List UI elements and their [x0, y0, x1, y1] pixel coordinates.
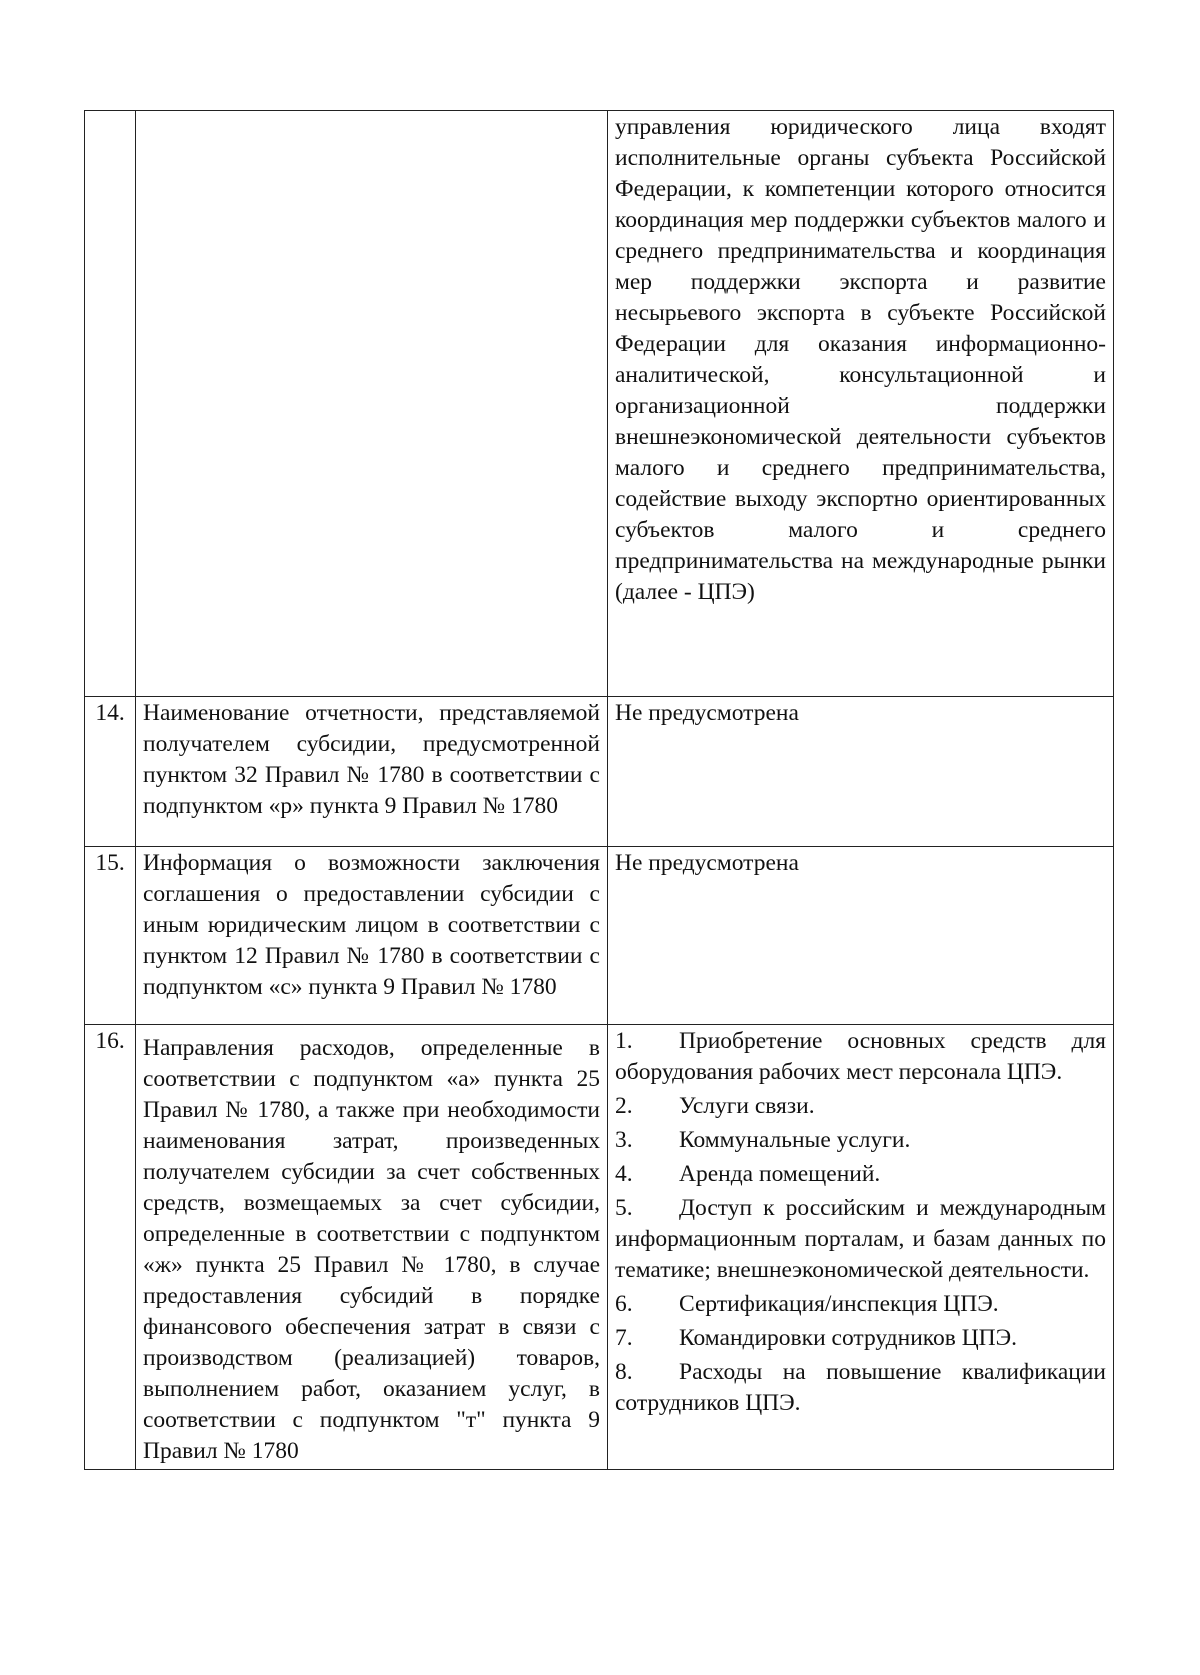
row-value: [608, 1025, 1114, 1470]
item-number: 3.: [615, 1127, 633, 1153]
list-item: [615, 1091, 1106, 1122]
table-row: [85, 1025, 1114, 1470]
row-name: [136, 111, 608, 697]
item-number: 6.: [615, 1291, 633, 1317]
row-number: 15.: [85, 847, 136, 1025]
row-number: [85, 111, 136, 697]
row-name: Информация о возможности заключения соглашения о предоставлении субсидии с иным юридическим лицом в соответствии с пунктом 12 Правил № 1780 в соответствии с подпунктом «с» пункта 9 Правил № 1780: [136, 847, 608, 1025]
requirements-table: [84, 110, 1114, 1470]
item-number: 8.: [615, 1359, 633, 1385]
row-value: Не предусмотрена: [608, 697, 1114, 847]
item-text: Доступ к российским и международным информационным порталам, и базам данных по тематике; внешнеэкономической деятельности.: [615, 1195, 1106, 1283]
list-item: [615, 1159, 1106, 1190]
item-number: 2.: [615, 1093, 633, 1119]
list-item: [615, 1026, 1106, 1088]
item-number: 1.: [615, 1028, 633, 1054]
item-number: 4.: [615, 1161, 633, 1187]
row-value: Не предусмотрена: [608, 847, 1114, 1025]
table-row: [85, 111, 1114, 697]
list-item: [615, 1323, 1106, 1354]
row-name: Направления расходов, определенные в соответствии с подпунктом «а» пункта 25 Правил № 1780, а также при необходимости наименования затрат, произведенных получателем субсидии за счет собственных средств, возмещаемых за счет субсидии, определенные в соответствии с подпунктом «ж» пункта 25 Правил № 1780, в случае предоставления субсидий в порядке финансового обеспечения затрат в связи с производством (реализацией) товаров, выполнением работ, оказанием услуг, в соответствии с подпунктом "т" пункта 9 Правил № 1780: [136, 1025, 608, 1470]
item-text: Услуги связи.: [679, 1093, 815, 1119]
table-row: [85, 847, 1114, 1025]
list-item: [615, 1125, 1106, 1156]
row-number: 14.: [85, 697, 136, 847]
list-item: [615, 1289, 1106, 1320]
row-name: Наименование отчетности, представляемой получателем субсидии, предусмотренной пунктом 32 Правил № 1780 в соответствии с подпунктом «р» пункта 9 Правил № 1780: [136, 697, 608, 847]
item-text: Аренда помещений.: [679, 1161, 881, 1187]
list-item: [615, 1193, 1106, 1286]
item-text: Сертификация/инспекция ЦПЭ.: [679, 1291, 999, 1317]
item-text: Приобретение основных средств для оборудования рабочих мест персонала ЦПЭ.: [615, 1028, 1106, 1085]
row-value: управления юридического лица входят исполнительные органы субъекта Российской Федерации, к компетенции которого относится координация мер поддержки субъектов малого и среднего предпринимательства и координация мер поддержки экспорта и развитие несырьевого экспорта в субъекте Российской Федерации для оказания информационно-аналитической, консультационной и организационной поддержки внешнеэкономической деятельности субъектов малого и среднего предпринимательства, содействие выходу экспортно ориентированных субъектов малого и среднего предпринимательства на международные рынки (далее - ЦПЭ): [608, 111, 1114, 697]
table-row: [85, 697, 1114, 847]
item-number: 7.: [615, 1325, 633, 1351]
item-number: 5.: [615, 1195, 633, 1221]
item-text: Командировки сотрудников ЦПЭ.: [679, 1325, 1018, 1351]
row-number: 16.: [85, 1025, 136, 1470]
list-item: [615, 1357, 1106, 1419]
item-text: Расходы на повышение квалификации сотрудников ЦПЭ.: [615, 1359, 1106, 1416]
item-text: Коммунальные услуги.: [679, 1127, 911, 1153]
expense-list: [615, 1026, 1106, 1419]
